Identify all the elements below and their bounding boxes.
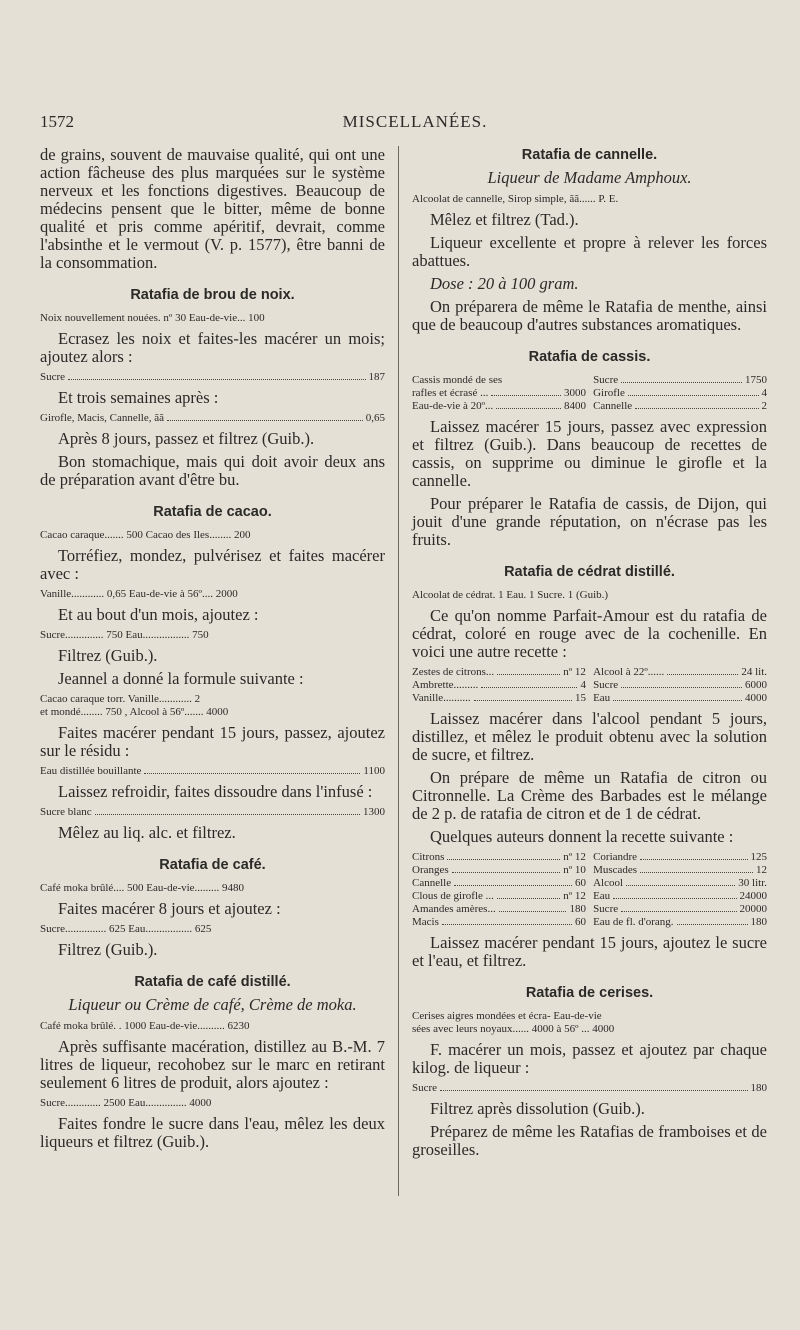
cacao-paragraph-5: Faites macérer pendant 15 jours, passez, ajoutez sur le résidu :	[40, 723, 385, 760]
ingredients-brou-1: Noix nouvellement nouées. nº 30 Eau-de-vie... 100	[40, 312, 265, 324]
ingredient-name: Sucre	[593, 903, 619, 915]
brou-paragraph-2: Et trois semaines après :	[58, 388, 219, 407]
ingredient-name: Oranges	[412, 864, 449, 876]
ingredient-name: Coriandre	[593, 851, 638, 863]
page-number: 1572	[40, 112, 74, 131]
ingredient-cell	[593, 387, 767, 400]
cafe-paragraph-1: Faites macérer 8 jours et ajoutez :	[58, 899, 281, 918]
left-column	[40, 146, 385, 1156]
ingredient-row	[412, 400, 767, 413]
ingredient-row	[412, 851, 767, 864]
cedrat-paragraph-4: Quelques auteurs donnent la recette suivante :	[430, 827, 734, 846]
cedrat-paragraph-1: Ce qu'on nomme Parfait-Amour est du ratafia de cédrat, coloré en rouge avec de la cochenille. En voici une autre recette :	[412, 606, 767, 661]
ingredient-row	[412, 903, 767, 916]
ingredient-row	[412, 890, 767, 903]
running-title: MISCELLANÉES.	[342, 112, 488, 131]
ingredient-value: 15	[574, 692, 586, 704]
ingredient-cell	[593, 374, 767, 387]
ingredient-value: 4	[761, 387, 767, 399]
ingredient-cell	[412, 400, 586, 413]
ingredient-value: 2	[761, 400, 767, 412]
cacao-paragraph-3: Filtrez (Guib.).	[58, 646, 158, 665]
ingredient-cell	[412, 916, 586, 929]
ingredient-name: Sucre	[40, 371, 66, 383]
ingredient-cell	[412, 374, 586, 387]
cacao-paragraph-7: Mêlez au liq. alc. et filtrez.	[58, 823, 236, 842]
section-title-cedrat: Ratafia de cédrat distillé.	[504, 564, 675, 580]
ingredient-value: 125	[750, 851, 767, 863]
cannelle-paragraph-2: Liqueur excellente et propre à relever les forces abattues.	[412, 233, 767, 270]
section-title-cerises: Ratafia de cerises.	[525, 985, 654, 1001]
ingredient-name: Amandes amères...	[412, 903, 496, 915]
ingredient-cell	[593, 692, 767, 705]
section-title-cacao: Ratafia de cacao.	[153, 504, 272, 520]
ingredients-cedrat-2	[412, 666, 767, 705]
section-subtitle-cannelle: Liqueur de Madame Amphoux.	[487, 168, 692, 187]
ingredient-name: Alcool	[593, 877, 624, 889]
ingredient-cell	[412, 387, 586, 400]
ingredient-cell	[412, 890, 586, 903]
ingredient-cell	[412, 903, 586, 916]
ingredient-value: 0,65	[365, 412, 385, 424]
ingredient-cell	[593, 916, 767, 929]
ingredient-name: Girofle	[593, 387, 625, 399]
cedrat-paragraph-5: Laissez macérer pendant 15 jours, ajoutez le sucre et l'eau, et filtrez.	[412, 933, 767, 970]
cafe-paragraph-2: Filtrez (Guib.).	[58, 940, 158, 959]
cerises-paragraph-1: F. macérer un mois, passez et ajoutez par chaque kilog. de liqueur :	[412, 1040, 767, 1077]
cerises-paragraph-3: Préparez de même les Ratafias de framboises et de groseilles.	[412, 1122, 767, 1159]
ingredients-cacao-1: Cacao caraque....... 500 Cacao des Iles........ 200	[40, 529, 251, 541]
ingredient-name: Sucre	[412, 1082, 438, 1094]
ingredient-value: 4000	[745, 692, 767, 704]
ingredient-name: Alcool à 22º......	[593, 666, 665, 678]
ingredient-value: nº 10	[563, 864, 586, 876]
ingredients-cedrat-1: Alcoolat de cédrat. 1 Eau. 1 Sucre. 1 (Guib.)	[412, 589, 609, 601]
ingredient-value: 6000	[745, 679, 767, 691]
cafe-distille-paragraph-1: Après suffisante macération, distillez au B.-M. 7 litres de liqueur, recohobez sur le marc en retirant seulement 6 litres de produit, alors ajoutez :	[40, 1037, 385, 1092]
ingredient-name: Citrons	[412, 851, 445, 863]
ingredients-cacao-3: Sucre.............. 750 Eau................. 750	[40, 629, 209, 641]
ingredient-name: Vanille..........	[412, 692, 471, 704]
ingredient-cell	[593, 679, 767, 692]
ingredient-value: 24 lit.	[741, 666, 767, 678]
ingredient-value: 3000	[563, 387, 586, 399]
ingredients-cacao-4a: Cacao caraque torr. Vanille............ 2	[40, 693, 201, 705]
ingredient-cell	[593, 400, 767, 413]
ingredient-cell	[593, 851, 767, 864]
ingredient-name: Eau-de-vie à 20º...	[412, 400, 494, 412]
ingredient-value: 187	[368, 371, 385, 383]
ingredients-cafe-1: Café moka brûlé.... 500 Eau-de-vie......... 9480	[40, 882, 245, 894]
ingredients-cassis	[412, 374, 767, 413]
ingredient-value: 4	[580, 679, 586, 691]
ingredient-value: 180	[750, 1082, 767, 1094]
cannelle-paragraph-3: Dose : 20 à 100 gram.	[430, 274, 579, 293]
ingredient-name: Sucre	[593, 679, 619, 691]
ingredient-value: 60	[574, 877, 586, 889]
ingredient-cell	[593, 864, 767, 877]
cafe-distille-paragraph-2: Faites fondre le sucre dans l'eau, mêlez les deux liqueurs et filtrez (Guib.).	[40, 1114, 385, 1151]
ingredients-cerises-2	[412, 1082, 767, 1095]
section-title-brou: Ratafia de brou de noix.	[130, 287, 295, 303]
ingredients-cerises-1a: Cerises aigres mondées et écra- Eau-de-vie	[412, 1010, 602, 1022]
cedrat-paragraph-3: On prépare de même un Ratafia de citron ou Citronnelle. La Crème des Barbades est le mélange de 2 p. de ratafia de citron et de 1 de cédrat.	[412, 768, 767, 823]
ingredient-cell	[412, 692, 586, 705]
ingredient-cell	[593, 666, 767, 679]
ingredient-name: Macis	[412, 916, 439, 928]
cacao-paragraph-1: Torréfiez, mondez, pulvérisez et faites macérer avec :	[40, 546, 385, 583]
ingredient-row	[412, 387, 767, 400]
ingredient-value: nº 12	[563, 666, 586, 678]
ingredient-value: 180	[750, 916, 767, 928]
brou-paragraph-4: Bon stomachique, mais qui doit avoir deux ans de préparation avant d'être bu.	[40, 452, 385, 489]
ingredient-name: Ambrette.........	[412, 679, 479, 691]
ingredients-cafe-distille-1: Café moka brûlé. . 1000 Eau-de-vie.......... 6230	[40, 1020, 250, 1032]
cedrat-paragraph-2: Laissez macérer dans l'alcool pendant 5 jours, distillez, et mêlez le produit obtenu avec la solution de sucre, et filtrez.	[412, 709, 767, 764]
section-title-cafe: Ratafia de café.	[159, 857, 266, 873]
ingredient-name: Sucre blanc	[40, 806, 92, 818]
page-header	[40, 112, 790, 134]
ingredient-value: nº 12	[563, 851, 586, 863]
ingredients-cacao-2: Vanille............ 0,65 Eau-de-vie à 56º.... 2000	[40, 588, 238, 600]
ingredients-cacao-5	[40, 765, 385, 778]
ingredient-value: 60	[574, 916, 586, 928]
cannelle-paragraph-4: On préparera de même le Ratafia de menthe, ainsi que de beaucoup d'autres substances aromatiques.	[412, 297, 767, 334]
ingredient-name: Eau distillée bouillante	[40, 765, 142, 777]
ingredient-cell	[593, 877, 767, 890]
ingredient-value: 180	[569, 903, 586, 915]
ingredients-cafe-distille-2: Sucre............. 2500 Eau............... 4000	[40, 1097, 212, 1109]
ingredient-row	[412, 916, 767, 929]
ingredient-value: nº 12	[563, 890, 586, 902]
section-title-cannelle: Ratafia de cannelle.	[521, 147, 658, 163]
cacao-paragraph-4: Jeannel a donné la formule suivante :	[58, 669, 304, 688]
ingredient-cell	[412, 666, 586, 679]
ingredient-name: Cannelle	[593, 400, 633, 412]
ingredients-cerises-1b: sées avec leurs noyaux...... 4000 à 56º ... 4000	[412, 1023, 615, 1035]
ingredient-value: 24000	[739, 890, 767, 902]
ingredient-name: Zestes de citrons...	[412, 666, 495, 678]
ingredient-cell	[412, 877, 586, 890]
ingredient-cell	[593, 903, 767, 916]
section-title-cafe-distille: Ratafia de café distillé.	[134, 974, 291, 990]
ingredient-name: Muscades	[593, 864, 638, 876]
ingredient-name: Cannelle	[412, 877, 452, 889]
cassis-paragraph-2: Pour préparer le Ratafia de cassis, de Dijon, qui jouit d'une grande réputation, on n'écrase pas les fruits.	[412, 494, 767, 549]
ingredient-value: 1300	[363, 806, 385, 818]
ingredient-row	[412, 877, 767, 890]
ingredient-name: Girofle, Macis, Cannelle, ãã	[40, 412, 165, 424]
ingredient-name: Eau	[593, 890, 611, 902]
ingredient-value: 20000	[739, 903, 767, 915]
ingredient-value: 30 litr.	[738, 877, 767, 889]
brou-paragraph-3: Après 8 jours, passez et filtrez (Guib.).	[58, 429, 315, 448]
ingredient-row	[412, 666, 767, 679]
ingredient-row	[412, 864, 767, 877]
section-subtitle-cafe-distille: Liqueur ou Crème de café, Crème de moka.	[68, 995, 357, 1014]
cannelle-paragraph-1: Mêlez et filtrez (Tad.).	[430, 210, 579, 229]
ingredient-cell	[412, 851, 586, 864]
ingredient-cell	[412, 864, 586, 877]
ingredient-value: 8400	[563, 400, 586, 412]
ingredient-cell	[412, 679, 586, 692]
ingredient-row	[412, 692, 767, 705]
ingredient-value: 1100	[363, 765, 385, 777]
right-column	[412, 146, 767, 1164]
cerises-paragraph-2: Filtrez après dissolution (Guib.).	[430, 1099, 645, 1118]
ingredient-name: rafles et écrasé ...	[412, 387, 489, 399]
ingredient-row	[412, 374, 767, 387]
ingredient-row	[412, 679, 767, 692]
ingredients-cedrat-3	[412, 851, 767, 929]
ingredients-cafe-2: Sucre............... 625 Eau................. 625	[40, 923, 212, 935]
intro-paragraph: de grains, souvent de mauvaise qualité, qui ont une action fâcheuse des plus marquées sur le système nerveux et les fonctions digestives. Beaucoup de médecins pensent que le bitter, même de bonne qualité et pris comme apéritif, devrait, comme l'absinthe et le vermout (V. p. 1577), être banni de la consommation.	[40, 145, 385, 272]
ingredient-value: 1750	[745, 374, 767, 386]
brou-paragraph-1: Ecrasez les noix et faites-les macérer un mois; ajoutez alors :	[40, 329, 385, 366]
section-title-cassis: Ratafia de cassis.	[528, 349, 651, 365]
ingredient-name: Clous de girofle ...	[412, 890, 494, 902]
ingredients-cacao-4b: et mondé........ 750 , Alcool à 56º....... 4000	[40, 706, 229, 718]
column-divider	[398, 146, 399, 1196]
ingredient-name: Cassis mondé de ses	[412, 374, 503, 386]
ingredient-name: Eau	[593, 692, 611, 704]
ingredient-name: Sucre	[593, 374, 619, 386]
ingredients-brou-3	[40, 412, 385, 425]
ingredient-cell	[593, 890, 767, 903]
ingredient-value: 12	[756, 864, 767, 876]
cassis-paragraph-1: Laissez macérer 15 jours, passez avec expression et filtrez (Guib.). Dans beaucoup de recettes de cassis, on supprime ou diminue le girofle et la cannelle.	[412, 417, 767, 490]
ingredients-brou-2	[40, 371, 385, 384]
ingredients-cannelle: Alcoolat de cannelle, Sirop simple, ãã...... P. E.	[412, 193, 619, 205]
ingredients-cacao-6	[40, 806, 385, 819]
cacao-paragraph-2: Et au bout d'un mois, ajoutez :	[58, 605, 259, 624]
cacao-paragraph-6: Laissez refroidir, faites dissoudre dans l'infusé :	[58, 782, 373, 801]
ingredient-name: Eau de fl. d'orang.	[593, 916, 674, 928]
